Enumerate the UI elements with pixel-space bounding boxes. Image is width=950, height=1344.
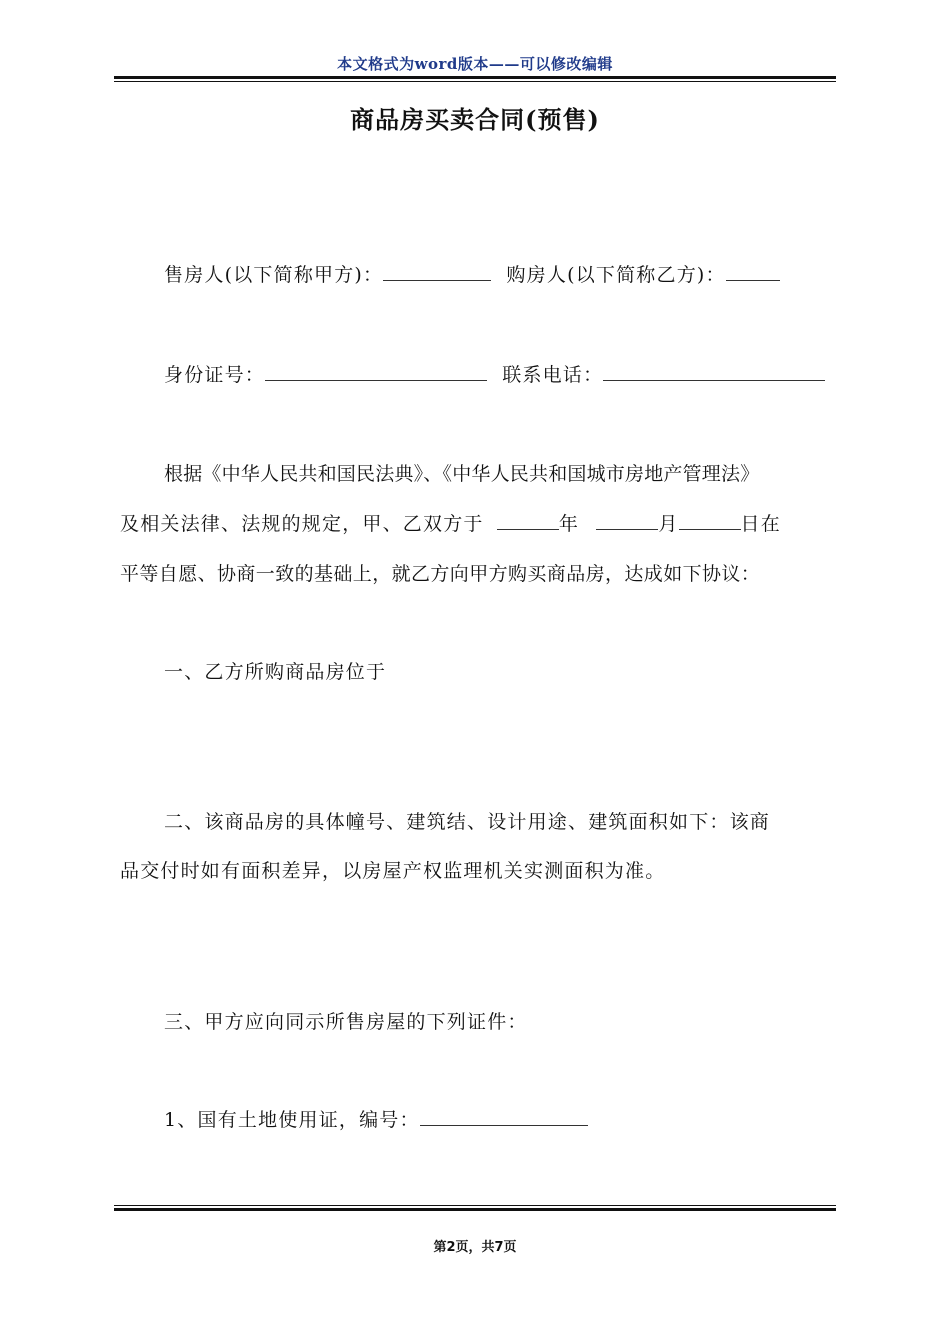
- month-blank[interactable]: [596, 509, 658, 530]
- buyer-blank[interactable]: [726, 260, 780, 281]
- header-rule-thick: [114, 76, 836, 79]
- land-cert-blank[interactable]: [420, 1105, 588, 1126]
- header-note: 本文格式为word版本——可以修改编辑: [337, 55, 613, 73]
- id-phone-line: [164, 360, 825, 387]
- footer-rule-thin: [114, 1205, 836, 1206]
- clause-3-item-1-label: 1、国有土地使用证，编号：: [164, 1109, 420, 1131]
- year-blank[interactable]: [497, 509, 559, 530]
- clause-3-item-1: [164, 1105, 588, 1132]
- buyer-label: 购房人(以下简称乙方)：: [506, 264, 726, 286]
- year-label: 年: [558, 513, 580, 535]
- preamble-line-2-text: 及相关法律、法规的规定，甲、乙双方于: [120, 513, 484, 535]
- preamble-line-1: 根据《中华人民共和国民法典》、《中华人民共和国城市房地产管理法》: [164, 463, 760, 485]
- seller-label: 售房人(以下简称甲方)：: [164, 264, 384, 286]
- header-rule-thin: [114, 81, 836, 82]
- seller-blank[interactable]: [383, 260, 491, 281]
- preamble-line-3: 平等自愿、协商一致的基础上，就乙方向甲方购买商品房，达成如下协议：: [120, 563, 761, 585]
- day-blank[interactable]: [679, 509, 741, 530]
- month-label: 月: [658, 513, 679, 535]
- id-label: 身份证号：: [164, 364, 266, 386]
- phone-blank[interactable]: [603, 360, 825, 381]
- document-title: 商品房买卖合同(预售): [350, 105, 600, 134]
- footer-rule-thick: [114, 1208, 836, 1211]
- day-label: 日在: [740, 513, 781, 535]
- clause-2-line-2: 品交付时如有面积差异，以房屋产权监理机关实测面积为准。: [120, 860, 666, 882]
- phone-label: 联系电话：: [502, 364, 604, 386]
- clause-1: 一、乙方所购商品房位于: [164, 661, 387, 683]
- clause-3: 三、甲方应向同示所售房屋的下列证件：: [164, 1011, 528, 1033]
- preamble-line-2: [120, 509, 781, 536]
- id-blank[interactable]: [265, 360, 487, 381]
- seller-line: [164, 260, 780, 287]
- clause-2-line-1: 二、该商品房的具体幢号、建筑结、设计用途、建筑面积如下：该商: [164, 811, 771, 833]
- page-number: 第2页，共7页: [433, 1240, 517, 1255]
